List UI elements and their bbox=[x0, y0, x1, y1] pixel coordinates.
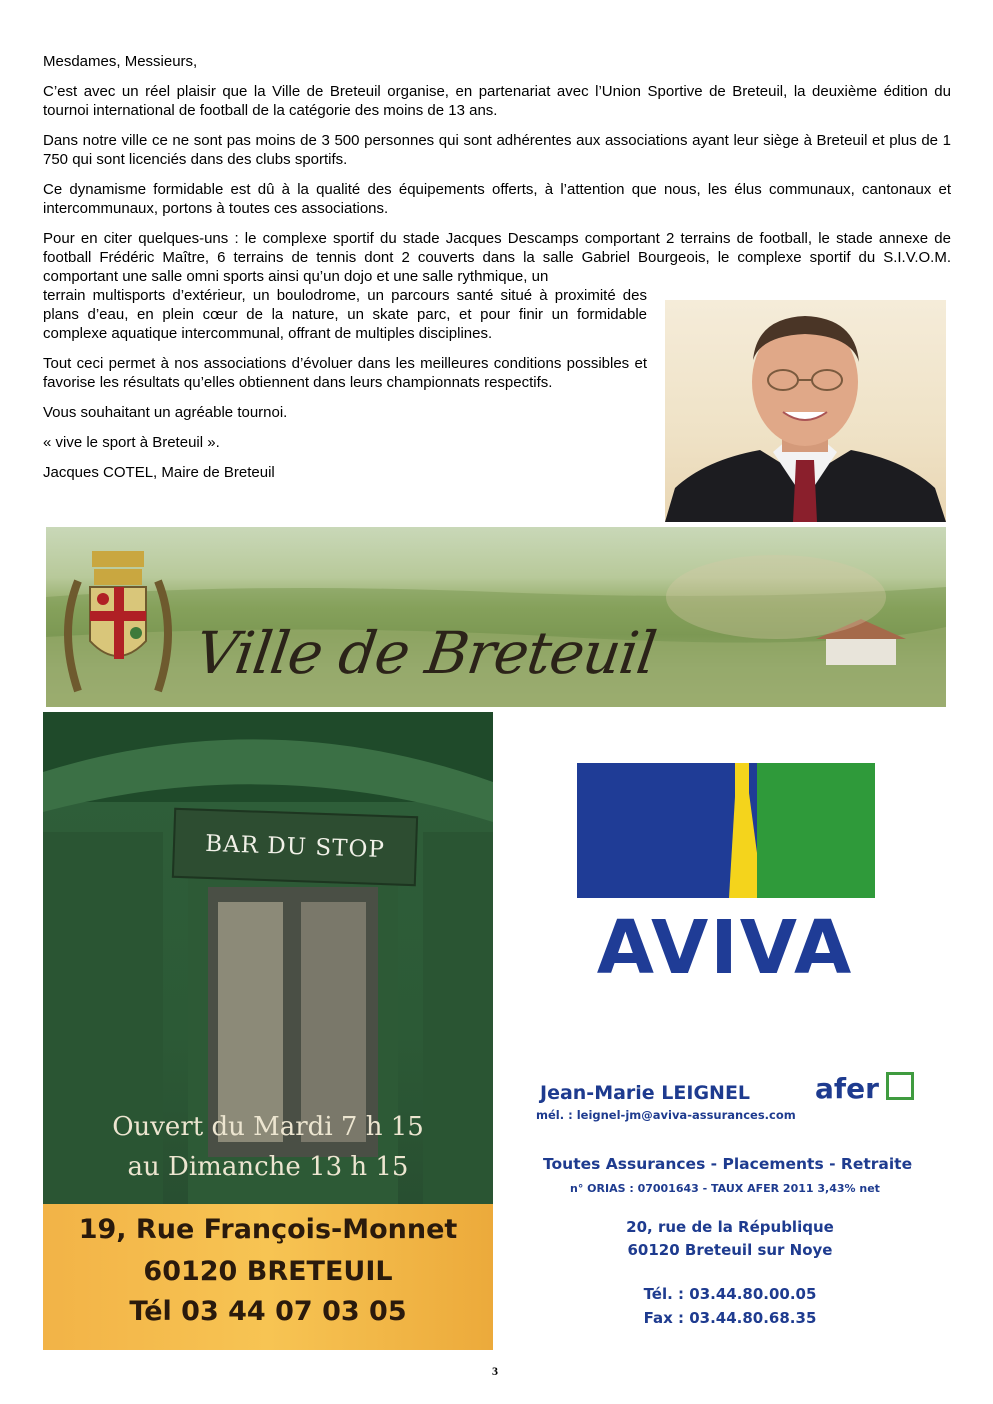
bar-phone: Tél 03 44 07 03 05 bbox=[129, 1296, 407, 1327]
agent-city: 60120 Breteuil sur Noye bbox=[627, 1241, 833, 1259]
bar-hours-line-1: Ouvert du Mardi 7 h 15 bbox=[112, 1112, 424, 1142]
bar-du-stop-advert bbox=[43, 712, 493, 1350]
ville-de-breteuil-banner bbox=[46, 527, 946, 707]
bar-hours-line-2: au Dimanche 13 h 15 bbox=[127, 1152, 409, 1182]
bar-address: 19, Rue François-Monnet bbox=[78, 1214, 458, 1245]
portrait-illustration bbox=[665, 300, 946, 522]
letter-paragraph-4-continued: terrain multisports d’extérieur, un boulodrome, un parcours santé situé à proximité des plans d’eau, en plein cœur de la nature, un skate parc, et pour finir un formidable complexe aquatique intercommunal, offrant de multiples disciplines. bbox=[43, 287, 647, 342]
agent-name: Jean-Marie LEIGNEL bbox=[540, 1082, 751, 1104]
agent-phone: Tél. : 03.44.80.00.05 bbox=[643, 1285, 817, 1303]
agent-street: 20, rue de la République bbox=[626, 1218, 834, 1236]
afer-logo: afer bbox=[815, 1072, 879, 1105]
agent-fax: Fax : 03.44.80.68.35 bbox=[643, 1309, 817, 1327]
letter-greeting: Mesdames, Messieurs, bbox=[43, 53, 198, 70]
letter-paragraph-2: Dans notre ville ce ne sont pas moins de 3 500 personnes qui sont adhérentes aux associations ayant leur siège à Breteuil et plus de 1 750 qui sont licenciés dans des clubs sportifs. bbox=[43, 132, 951, 168]
city-coat-of-arms-icon bbox=[58, 541, 178, 701]
letter-paragraph-5: Tout ceci permet à nos associations d’évoluer dans les meilleures conditions possibles et favorise les résultats qu’elles obtiennent dans leurs championnats respectifs. bbox=[43, 355, 647, 391]
agent-email[interactable]: mél. : leignel-jm@aviva-assurances.com bbox=[536, 1108, 796, 1122]
letter-paragraph-4: Pour en citer quelques-uns : le complexe sportif du stade Jacques Descamps comportant 2 terrains de football, le stade annexe de football Frédéric Maître, 6 terrains de tennis dont 2 couverts dans la salle Gabriel Bourgeois, le complexe sportif du S.I.V.O.M. comportant une salle omni sports ainsi qu’un dojo et une salle rythmique, un bbox=[43, 230, 951, 285]
bar-sign: BAR DU STOP bbox=[172, 808, 418, 886]
agent-services: Toutes Assurances - Placements - Retraite bbox=[543, 1155, 913, 1173]
aviva-brand: AVIVA bbox=[596, 905, 854, 991]
agent-orias: n° ORIAS : 07001643 - TAUX AFER 2011 3,43% net bbox=[570, 1182, 880, 1195]
bar-city: 60120 BRETEUIL bbox=[143, 1256, 393, 1287]
afer-icon bbox=[886, 1072, 914, 1100]
letter-paragraph-6: Vous souhaitant un agréable tournoi. bbox=[43, 404, 288, 421]
banner-title: Ville de Breteuil bbox=[191, 619, 660, 687]
bar-info-panel bbox=[43, 1204, 493, 1350]
letter-paragraph-1: C’est avec un réel plaisir que la Ville de Breteuil organise, en partenariat avec l’Union Sportive de Breteuil, la deuxième édition du tournoi international de football de la catégorie des moins de 13 ans. bbox=[43, 83, 951, 119]
letter-paragraph-3: Ce dynamisme formidable est dû à la qualité des équipements offerts, à l’attention que nous, les élus communaux, cantonaux et intercommunaux, portons à toutes ces associations. bbox=[43, 181, 951, 217]
mayor-portrait bbox=[665, 300, 946, 522]
page-number: 3 bbox=[492, 1364, 498, 1378]
letter-signature: Jacques COTEL, Maire de Breteuil bbox=[43, 464, 275, 481]
letter-paragraph-7: « vive le sport à Breteuil ». bbox=[43, 434, 220, 451]
